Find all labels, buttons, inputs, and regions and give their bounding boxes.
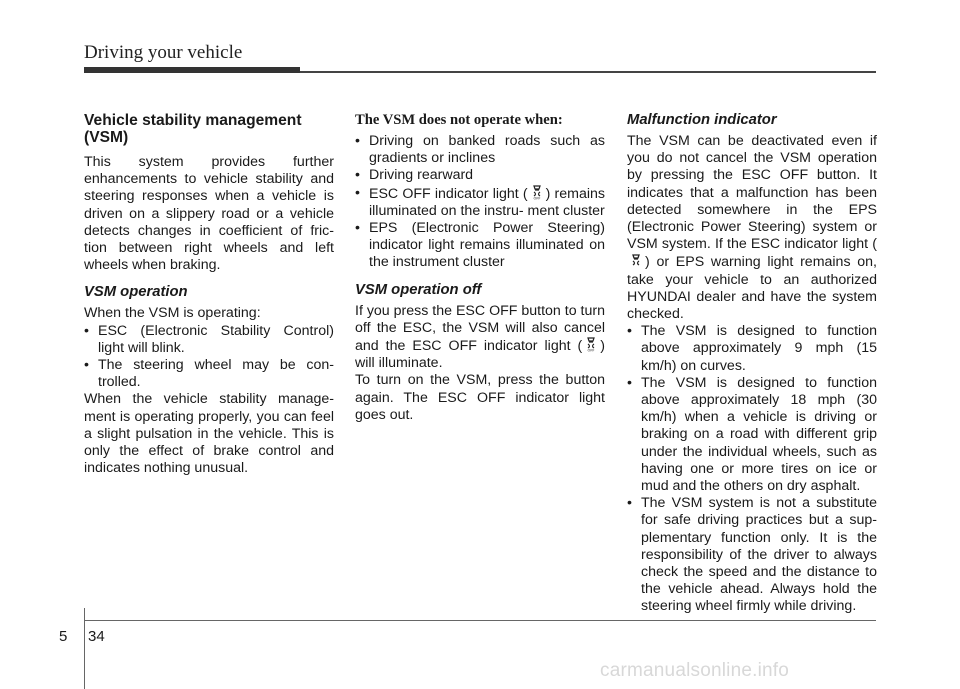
header-bar (84, 67, 300, 73)
list-item: • Driving rearward (355, 167, 605, 184)
list-item: • The VSM is designed to function above approximately 9 mph (15 km/h) on curves. (627, 323, 877, 375)
watermark: carmanualsonline.info (600, 660, 790, 681)
svg-text:OFF: OFF (587, 348, 595, 353)
footer-rule (84, 620, 876, 621)
svg-text:OFF: OFF (533, 196, 541, 200)
vsm-operating-lead: When the VSM is operating: (84, 305, 261, 322)
section-heading-vsm: Vehicle stability management (VSM) (84, 112, 302, 146)
page-header-title: Driving your vehicle (84, 42, 243, 63)
header-rule (300, 71, 876, 73)
esc-off-icon (584, 337, 598, 352)
list-item: • The VSM is designed to function above approximately 18 mph (30 km/h) when a vehicle is driving or braking on a road with different grip under the individual wheels, such as having one or more tires on ice or mud and the others on dry asphalt. (627, 375, 877, 495)
list-item: • Driving on banked roads such as gradients or inclines (355, 133, 605, 167)
list-item: • ESC (Electronic Stability Control) light will blink. (84, 323, 334, 357)
esc-off-paragraph (355, 303, 605, 373)
subheading-vsm-operation-off: VSM operation off (355, 281, 482, 298)
heading-vsm-not-operate: The VSM does not operate when: (355, 112, 563, 128)
subheading-vsm-operation: VSM operation (84, 284, 188, 301)
malfunction-paragraph (627, 133, 877, 323)
column-3 (627, 112, 877, 616)
chapter-number: 5 (59, 628, 68, 645)
column-2 (355, 112, 605, 424)
malfunction-before: The VSM can be deactivated even if you do not cancel the VSM operation by pressing the ESC OFF button. It indicates that a malfunction has been detected somewhere in the EPS (Electronic Power Steering) system or VSM system. If the ESC indicator light ( (627, 133, 877, 253)
esc-bullet-before: ESC OFF indicator light ( (369, 185, 528, 202)
vsm-not-operate-list (355, 133, 605, 272)
malfunction-after: ) or EPS warning light remains on, take your vehicle to an authorized HYUNDAI dealer and have the system checked. (627, 254, 877, 323)
esc-icon (629, 253, 643, 268)
list-item-esc-off (355, 185, 605, 220)
para1-before: If you press the ESC OFF button to turn off the ESC, the VSM will also cancel and the ESC OFF indicator light ( (355, 302, 605, 355)
pulsation-paragraph: When the vehicle stability manage- ment is operating properly, you can feel a slight pulsation in the vehicle. This is only the effect of brake control and indicates nothing unusual. (84, 391, 334, 477)
page-number: 34 (88, 628, 105, 645)
para1-after: ) will illuminate. (355, 338, 605, 372)
list-item: • EPS (Electronic Power Steering) indicator light remains illuminated on the instrument cluster (355, 220, 605, 272)
list-item: • The VSM system is not a substitute for safe driving practices but a sup- plementary function only. It is the responsibility of the driver to always check the speed and the distance to the vehicle ahead. Always hold the steering wheel firmly while driving. (627, 495, 877, 615)
vsm-design-list (627, 323, 877, 615)
column-1 (84, 112, 334, 477)
intro-paragraph: This system provides further enhancements to vehicle stability and steering responses when a vehicle is driven on a slippery road or a vehicle detects changes in coefficient of fric- tion between right wheels and left wheels when braking. (84, 154, 334, 274)
esc-off-icon (530, 185, 544, 200)
subheading-malfunction-indicator: Malfunction indicator (627, 112, 777, 128)
footer-vertical-line (84, 608, 85, 689)
turn-on-paragraph: To turn on the VSM, press the button again. The ESC OFF indicator light goes out. (355, 372, 605, 423)
vsm-operating-list (84, 323, 334, 392)
esc-bullet-after: ) remains illuminated on the instru- ment cluster (369, 185, 605, 219)
list-item: • The steering wheel may be con- trolled. (84, 357, 334, 391)
